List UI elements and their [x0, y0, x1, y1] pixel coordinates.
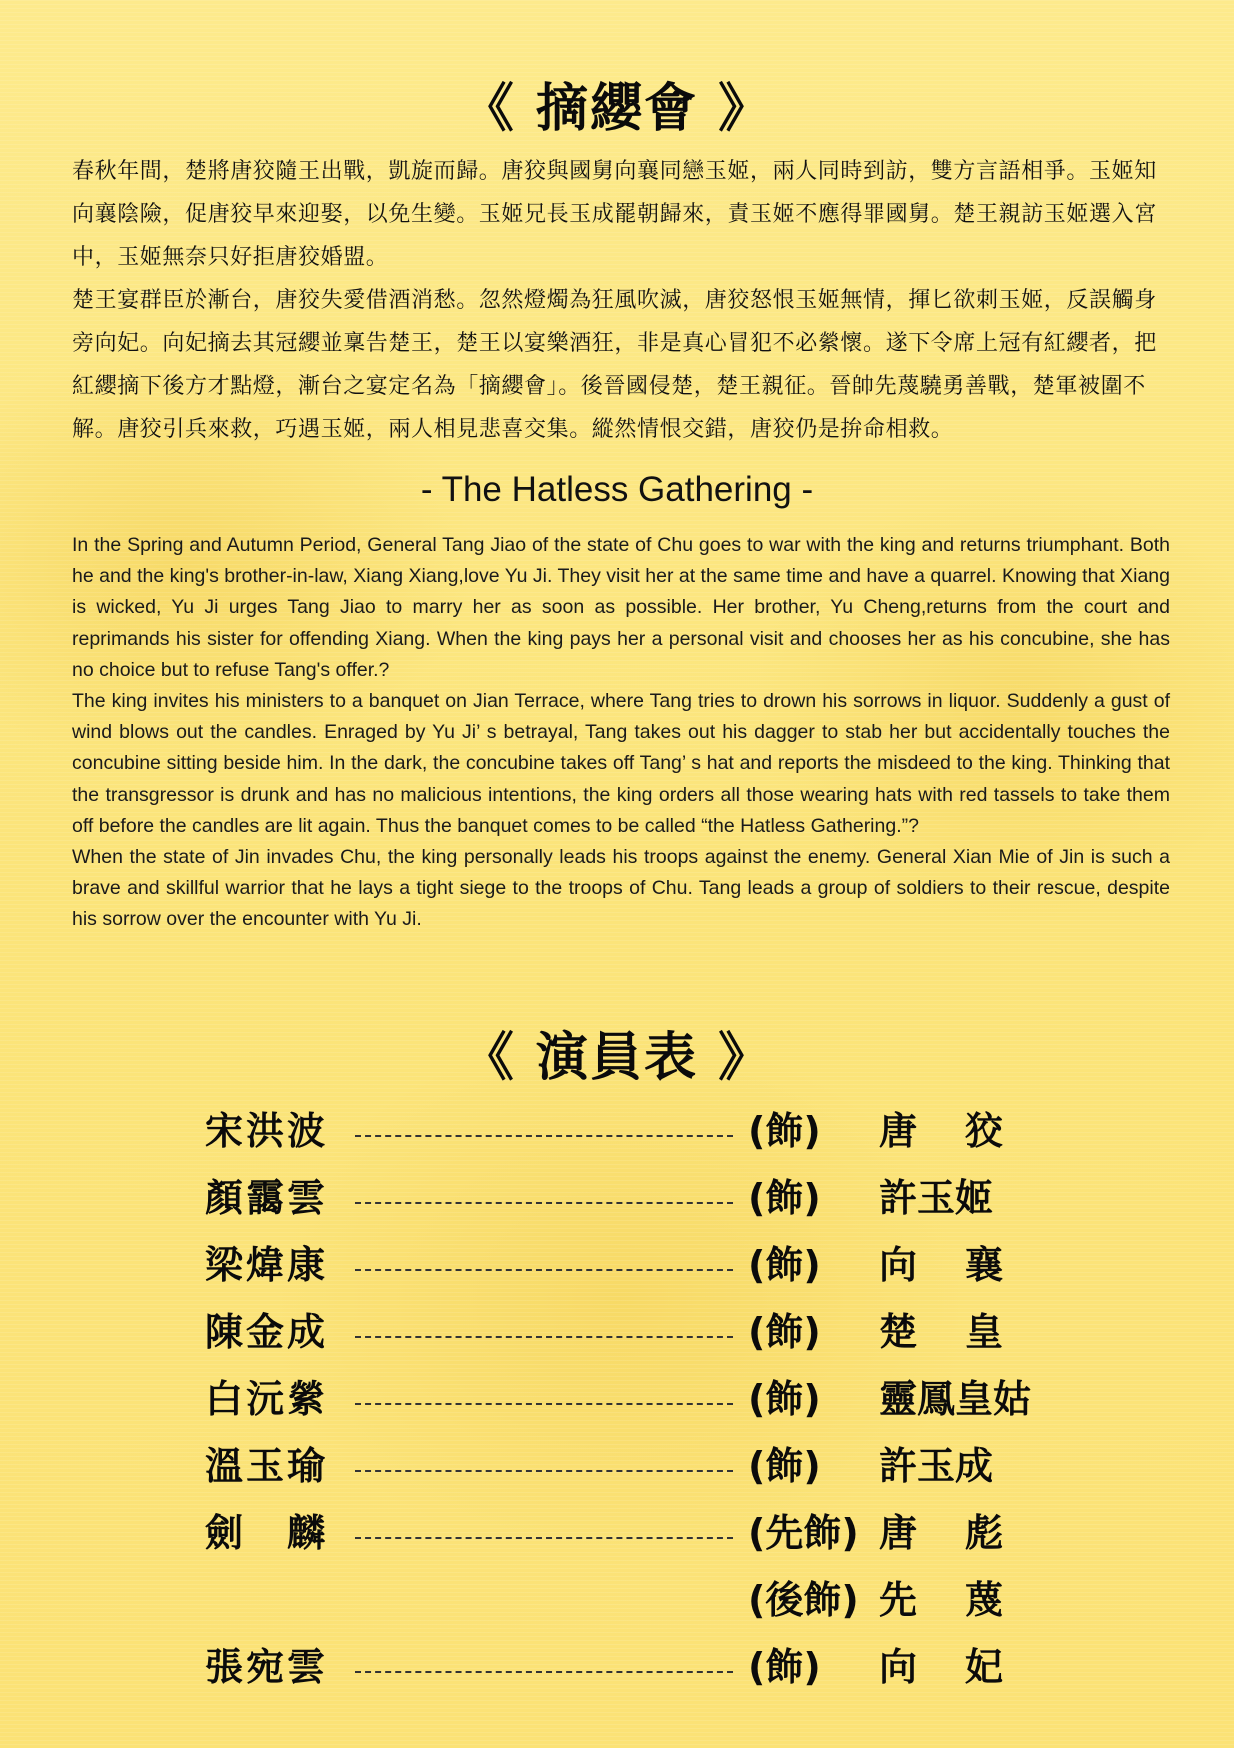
synopsis-en — [72, 530, 1170, 936]
cast-row — [205, 1098, 1065, 1165]
cast-row — [205, 1567, 1065, 1634]
cast-actor: 溫玉瑜 — [205, 1444, 325, 1488]
cast-role-tag: (飾) — [748, 1176, 821, 1220]
cast-character: 唐狡 — [879, 1109, 1003, 1153]
dotted-leader — [355, 1671, 733, 1673]
synopsis-zh — [72, 150, 1172, 451]
dotted-leader — [355, 1470, 733, 1472]
dotted-leader — [355, 1135, 733, 1137]
synopsis-zh-paragraph: 楚王宴群臣於漸台，唐狡失愛借酒消愁。忽然燈燭為狂風吹滅，唐狡怒恨玉姬無情，揮匕欲刺玉姬，反誤觸身旁向妃。向妃摘去其冠纓並稟告楚王，楚王以宴樂酒狂，非是真心冒犯不必縈懷。遂下令席上冠有紅纓者，把紅纓摘下後方才點燈，漸台之宴定名為「摘纓會」。後晉國侵楚，楚王親征。晉帥先蔑驍勇善戰，楚軍被圍不解。唐狡引兵來救，巧遇玉姬，兩人相見悲喜交集。縱然情恨交錯，唐狡仍是拚命相救。 — [72, 288, 1157, 442]
cast-row — [205, 1165, 1065, 1232]
dotted-leader — [355, 1269, 733, 1271]
cast-title: 《 演員表 》 — [461, 1028, 773, 1088]
cast-actor: 梁煒康 — [205, 1243, 325, 1287]
cast-list — [205, 1098, 1065, 1701]
cast-character: 許玉成 — [879, 1444, 994, 1488]
cast-role-tag: (先飾) — [748, 1511, 859, 1555]
dotted-leader — [355, 1537, 733, 1539]
cast-role-tag: (飾) — [748, 1444, 821, 1488]
cast-character: 向妃 — [879, 1645, 1003, 1689]
dotted-leader — [355, 1336, 733, 1338]
cast-actor: 張宛雲 — [205, 1645, 325, 1689]
synopsis-en-paragraph: The king invites his ministers to a banquet on Jian Terrace, where Tang tries to drown his sorrows in liquor. Suddenly a gust of wind blows out the candles. Enraged by Yu Ji’ s betrayal, Tang takes out his dagger to stab her but accidentally touches the concubine sitting beside him. In the dark, the concubine takes off Tang’ s hat and reports the misdeed to the king. Thinking that the transgressor is drunk and has no malicious intentions, the king orders all those wearing hats with red tassels to take them off before the candles are lit again. Thus the banquet comes to be called “the Hatless Gathering.”? — [72, 690, 1170, 837]
synopsis-zh-paragraph: 春秋年間，楚將唐狡隨王出戰，凱旋而歸。唐狡與國舅向襄同戀玉姬，兩人同時到訪，雙方言語相爭。玉姬知向襄陰險，促唐狡早來迎娶，以免生變。玉姬兄長玉成罷朝歸來，責玉姬不應得罪國舅。楚王親訪玉姬選入宮中，玉姬無奈只好拒唐狡婚盟。 — [72, 159, 1157, 270]
cast-character: 向襄 — [879, 1243, 1003, 1287]
cast-role-tag: (飾) — [748, 1645, 821, 1689]
cast-actor: 白沅縈 — [205, 1377, 325, 1421]
dotted-leader — [355, 1403, 733, 1405]
synopsis-title-zh: 《 摘纓會 》 — [461, 79, 773, 139]
cast-role-tag: (飾) — [748, 1109, 821, 1153]
cast-role-tag: (後飾) — [748, 1578, 859, 1622]
cast-character: 楚皇 — [879, 1310, 1003, 1354]
cast-character: 靈鳳皇姑 — [879, 1377, 1032, 1421]
cast-row — [205, 1634, 1065, 1701]
cast-character: 先蔑 — [879, 1578, 1003, 1622]
dotted-leader — [355, 1202, 733, 1204]
synopsis-en-paragraph: In the Spring and Autumn Period, General Tang Jiao of the state of Chu goes to war with the king and returns triumphant. Both he and the king's brother-in-law, Xiang Xiang,love Yu Ji. They visit her at the same time and have a quarrel. Knowing that Xiang is wicked, Yu Ji urges Tang Jiao to marry her as soon as possible. Her brother, Yu Cheng,returns from the court and reprimands his sister for offending Xiang. When the king pays her a personal visit and chooses her as his concubine, she has no choice but to refuse Tang's offer.? — [72, 534, 1170, 681]
cast-row — [205, 1232, 1065, 1299]
cast-role-tag: (飾) — [748, 1377, 821, 1421]
cast-character: 許玉姬 — [879, 1176, 994, 1220]
synopsis-en-paragraph: When the state of Jin invades Chu, the king personally leads his troops against the enemy. General Xian Mie of Jin is such a brave and skillful warrior that he lays a tight siege to the troops of Chu. Tang leads a group of soldiers to their rescue, despite his sorrow over the encounter with Yu Ji. — [72, 846, 1170, 931]
cast-character: 唐彪 — [879, 1511, 1003, 1555]
cast-actor: 劍麟 — [205, 1511, 325, 1555]
cast-role-tag: (飾) — [748, 1310, 821, 1354]
cast-actor: 顏靄雲 — [205, 1176, 325, 1220]
cast-row — [205, 1366, 1065, 1433]
cast-row — [205, 1299, 1065, 1366]
cast-role-tag: (飾) — [748, 1243, 821, 1287]
cast-actor: 陳金成 — [205, 1310, 325, 1354]
cast-actor: 宋洪波 — [205, 1109, 325, 1153]
synopsis-title-en: - The Hatless Gathering - — [420, 470, 814, 509]
cast-row — [205, 1500, 1065, 1567]
cast-row — [205, 1433, 1065, 1500]
